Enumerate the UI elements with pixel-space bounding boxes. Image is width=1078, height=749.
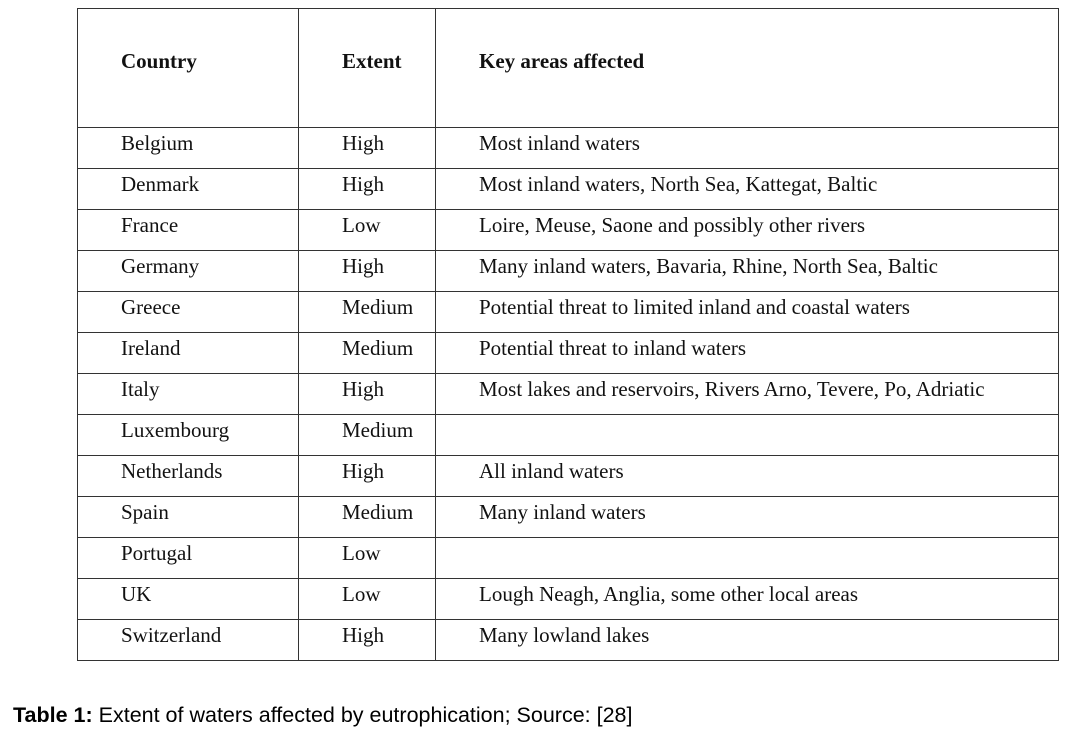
cell-extent: High: [299, 620, 436, 661]
cell-country: France: [78, 210, 299, 251]
cell-country: Spain: [78, 497, 299, 538]
table-row: [78, 169, 1059, 210]
cell-extent: Medium: [299, 497, 436, 538]
caption-text: Extent of waters affected by eutrophication; Source: [28]: [92, 703, 633, 727]
table-row: [78, 210, 1059, 251]
cell-extent: High: [299, 169, 436, 210]
cell-extent: Low: [299, 210, 436, 251]
cell-extent: Low: [299, 538, 436, 579]
eutrophication-table: [77, 8, 1059, 661]
header-country: Country: [78, 9, 299, 128]
table-body: [78, 128, 1059, 661]
table-row: [78, 415, 1059, 456]
cell-country: Denmark: [78, 169, 299, 210]
cell-extent: Medium: [299, 415, 436, 456]
caption-label: Table 1:: [13, 703, 93, 727]
cell-key-areas: Many inland waters, Bavaria, Rhine, North Sea, Baltic: [436, 251, 1059, 292]
cell-key-areas: [436, 538, 1059, 579]
cell-country: Greece: [78, 292, 299, 333]
cell-key-areas: [436, 415, 1059, 456]
cell-key-areas: Most inland waters, North Sea, Kattegat, Baltic: [436, 169, 1059, 210]
cell-key-areas: Potential threat to inland waters: [436, 333, 1059, 374]
table-row: [78, 538, 1059, 579]
header-key-areas: Key areas affected: [436, 9, 1059, 128]
table-row: [78, 251, 1059, 292]
cell-key-areas: Many lowland lakes: [436, 620, 1059, 661]
table-row: [78, 456, 1059, 497]
table-row: [78, 620, 1059, 661]
cell-country: Belgium: [78, 128, 299, 169]
cell-country: Italy: [78, 374, 299, 415]
cell-extent: High: [299, 456, 436, 497]
table-row: [78, 497, 1059, 538]
cell-key-areas: All inland waters: [436, 456, 1059, 497]
table-header: [78, 9, 1059, 128]
header-extent: Extent: [299, 9, 436, 128]
cell-country: Luxembourg: [78, 415, 299, 456]
cell-key-areas: Most inland waters: [436, 128, 1059, 169]
table-row: [78, 374, 1059, 415]
cell-extent: Low: [299, 579, 436, 620]
cell-key-areas: Many inland waters: [436, 497, 1059, 538]
eutrophication-table-container: [77, 8, 1058, 661]
cell-extent: Medium: [299, 292, 436, 333]
cell-country: UK: [78, 579, 299, 620]
cell-country: Netherlands: [78, 456, 299, 497]
table-row: [78, 128, 1059, 169]
table-caption: [13, 703, 632, 728]
cell-extent: Medium: [299, 333, 436, 374]
cell-key-areas: Lough Neagh, Anglia, some other local areas: [436, 579, 1059, 620]
cell-extent: High: [299, 251, 436, 292]
cell-key-areas: Potential threat to limited inland and coastal waters: [436, 292, 1059, 333]
header-row: [78, 9, 1059, 128]
table-row: [78, 333, 1059, 374]
cell-country: Ireland: [78, 333, 299, 374]
cell-country: Switzerland: [78, 620, 299, 661]
cell-extent: High: [299, 128, 436, 169]
cell-country: Portugal: [78, 538, 299, 579]
cell-country: Germany: [78, 251, 299, 292]
cell-key-areas: Loire, Meuse, Saone and possibly other rivers: [436, 210, 1059, 251]
cell-key-areas: Most lakes and reservoirs, Rivers Arno, Tevere, Po, Adriatic: [436, 374, 1059, 415]
table-row: [78, 292, 1059, 333]
cell-extent: High: [299, 374, 436, 415]
table-row: [78, 579, 1059, 620]
